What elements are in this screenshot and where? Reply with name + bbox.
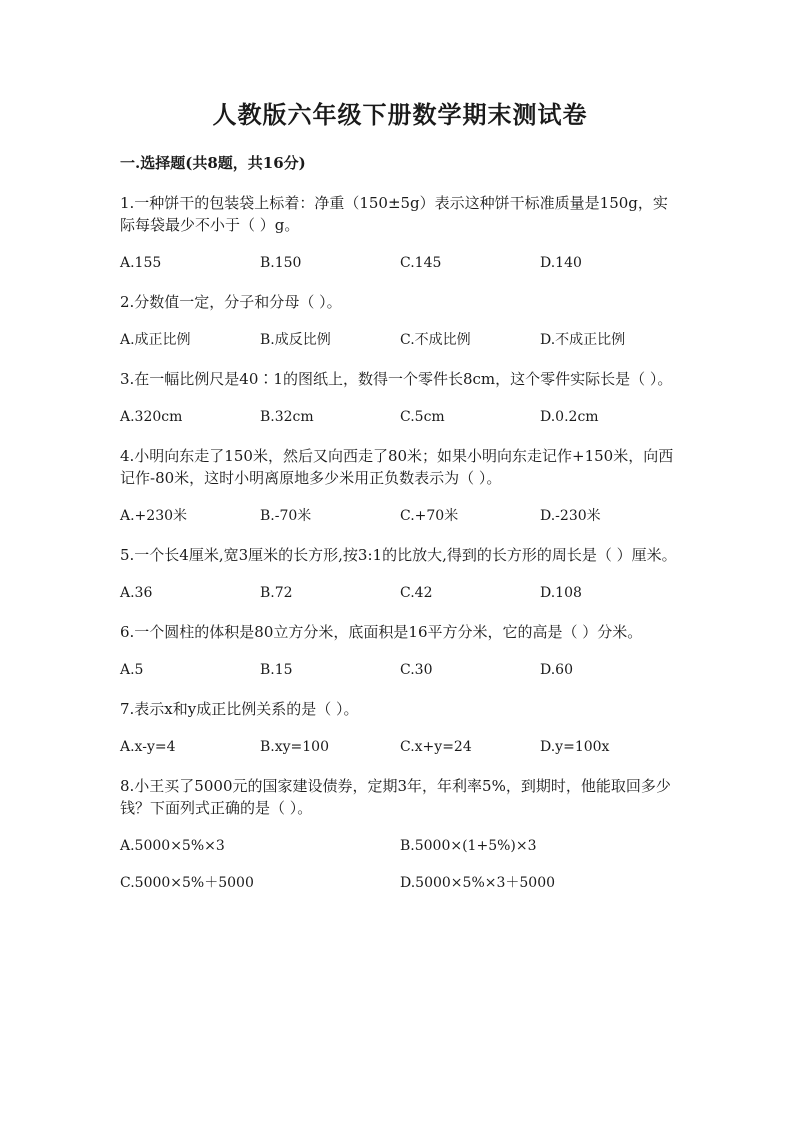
question-2: [120, 291, 680, 350]
option-a: A.5000×5%×3: [120, 838, 225, 854]
section-heading: 一.选择题(共8题，共16分): [120, 154, 306, 172]
option-a: A.320cm: [120, 409, 183, 425]
question-3: [120, 368, 680, 427]
option-list: [120, 407, 680, 427]
question-stem: 8.小王买了5000元的国家建设债券，定期3年，年利率5%，到期时，他能取回多少钱？下面列式正确的是（ ）。: [120, 777, 671, 817]
question-8: [120, 775, 680, 893]
option-list: [120, 660, 680, 680]
option-b: B.32cm: [260, 409, 314, 425]
option-d: D.不成正比例: [540, 332, 626, 348]
question-1: [120, 192, 680, 273]
option-b: B.72: [260, 585, 293, 601]
question-5: [120, 544, 680, 603]
option-b: B.成反比例: [260, 332, 331, 348]
option-b: B.-70米: [260, 508, 312, 524]
option-d: D.y=100x: [540, 739, 610, 755]
question-stem: 3.在一幅比例尺是40∶1的图纸上，数得一个零件长8cm，这个零件实际长是（ ）。: [120, 370, 673, 388]
question-stem: 1.一种饼干的包装袋上标着：净重（150±5g）表示这种饼干标准质量是150g，实际每袋最少不小于（ ）g。: [120, 194, 668, 234]
option-c: C.+70米: [400, 508, 459, 524]
option-d: D.-230米: [540, 508, 601, 524]
option-list: [120, 836, 680, 893]
option-list: [120, 506, 680, 526]
option-d: D.140: [540, 255, 582, 271]
option-c: C.145: [400, 255, 442, 271]
option-c: C.30: [400, 662, 433, 678]
question-6: [120, 621, 680, 680]
question-stem: 4.小明向东走了150米，然后又向西走了80米；如果小明向东走记作+150米，向西记作-80米，这时小明离原地多少米用正负数表示为（ ）。: [120, 447, 674, 487]
option-c: C.5cm: [400, 409, 445, 425]
option-list: [120, 253, 680, 273]
option-d: D.0.2cm: [540, 409, 599, 425]
question-stem: 6.一个圆柱的体积是80立方分米，底面积是16平方分米，它的高是（ ）分米。: [120, 623, 643, 641]
option-list: [120, 583, 680, 603]
option-list: [120, 737, 680, 757]
question-4: [120, 445, 680, 526]
option-d: D.60: [540, 662, 573, 678]
option-d: D.5000×5%×3＋5000: [400, 875, 556, 891]
option-c: C.不成比例: [400, 332, 471, 348]
exam-title: 人教版六年级下册数学期末测试卷: [212, 100, 588, 129]
option-a: A.5: [120, 662, 144, 678]
option-c: C.5000×5%＋5000: [120, 875, 254, 891]
question-stem: 5.一个长4厘米,宽3厘米的长方形,按3:1的比放大,得到的长方形的周长是（ ）厘米。: [120, 546, 677, 564]
option-a: A.x-y=4: [120, 739, 176, 755]
option-b: B.150: [260, 255, 302, 271]
question-stem: 7.表示x和y成正比例关系的是（ ）。: [120, 700, 359, 718]
question-7: [120, 698, 680, 757]
option-b: B.xy=100: [260, 739, 329, 755]
question-stem: 2.分数值一定，分子和分母（ ）。: [120, 293, 342, 311]
option-c: C.42: [400, 585, 433, 601]
option-c: C.x+y=24: [400, 739, 472, 755]
option-b: B.15: [260, 662, 293, 678]
option-a: A.155: [120, 255, 162, 271]
option-a: A.+230米: [120, 508, 188, 524]
option-b: B.5000×(1+5%)×3: [400, 838, 537, 854]
option-a: A.成正比例: [120, 332, 191, 348]
option-a: A.36: [120, 585, 153, 601]
option-list: [120, 330, 680, 350]
option-d: D.108: [540, 585, 582, 601]
